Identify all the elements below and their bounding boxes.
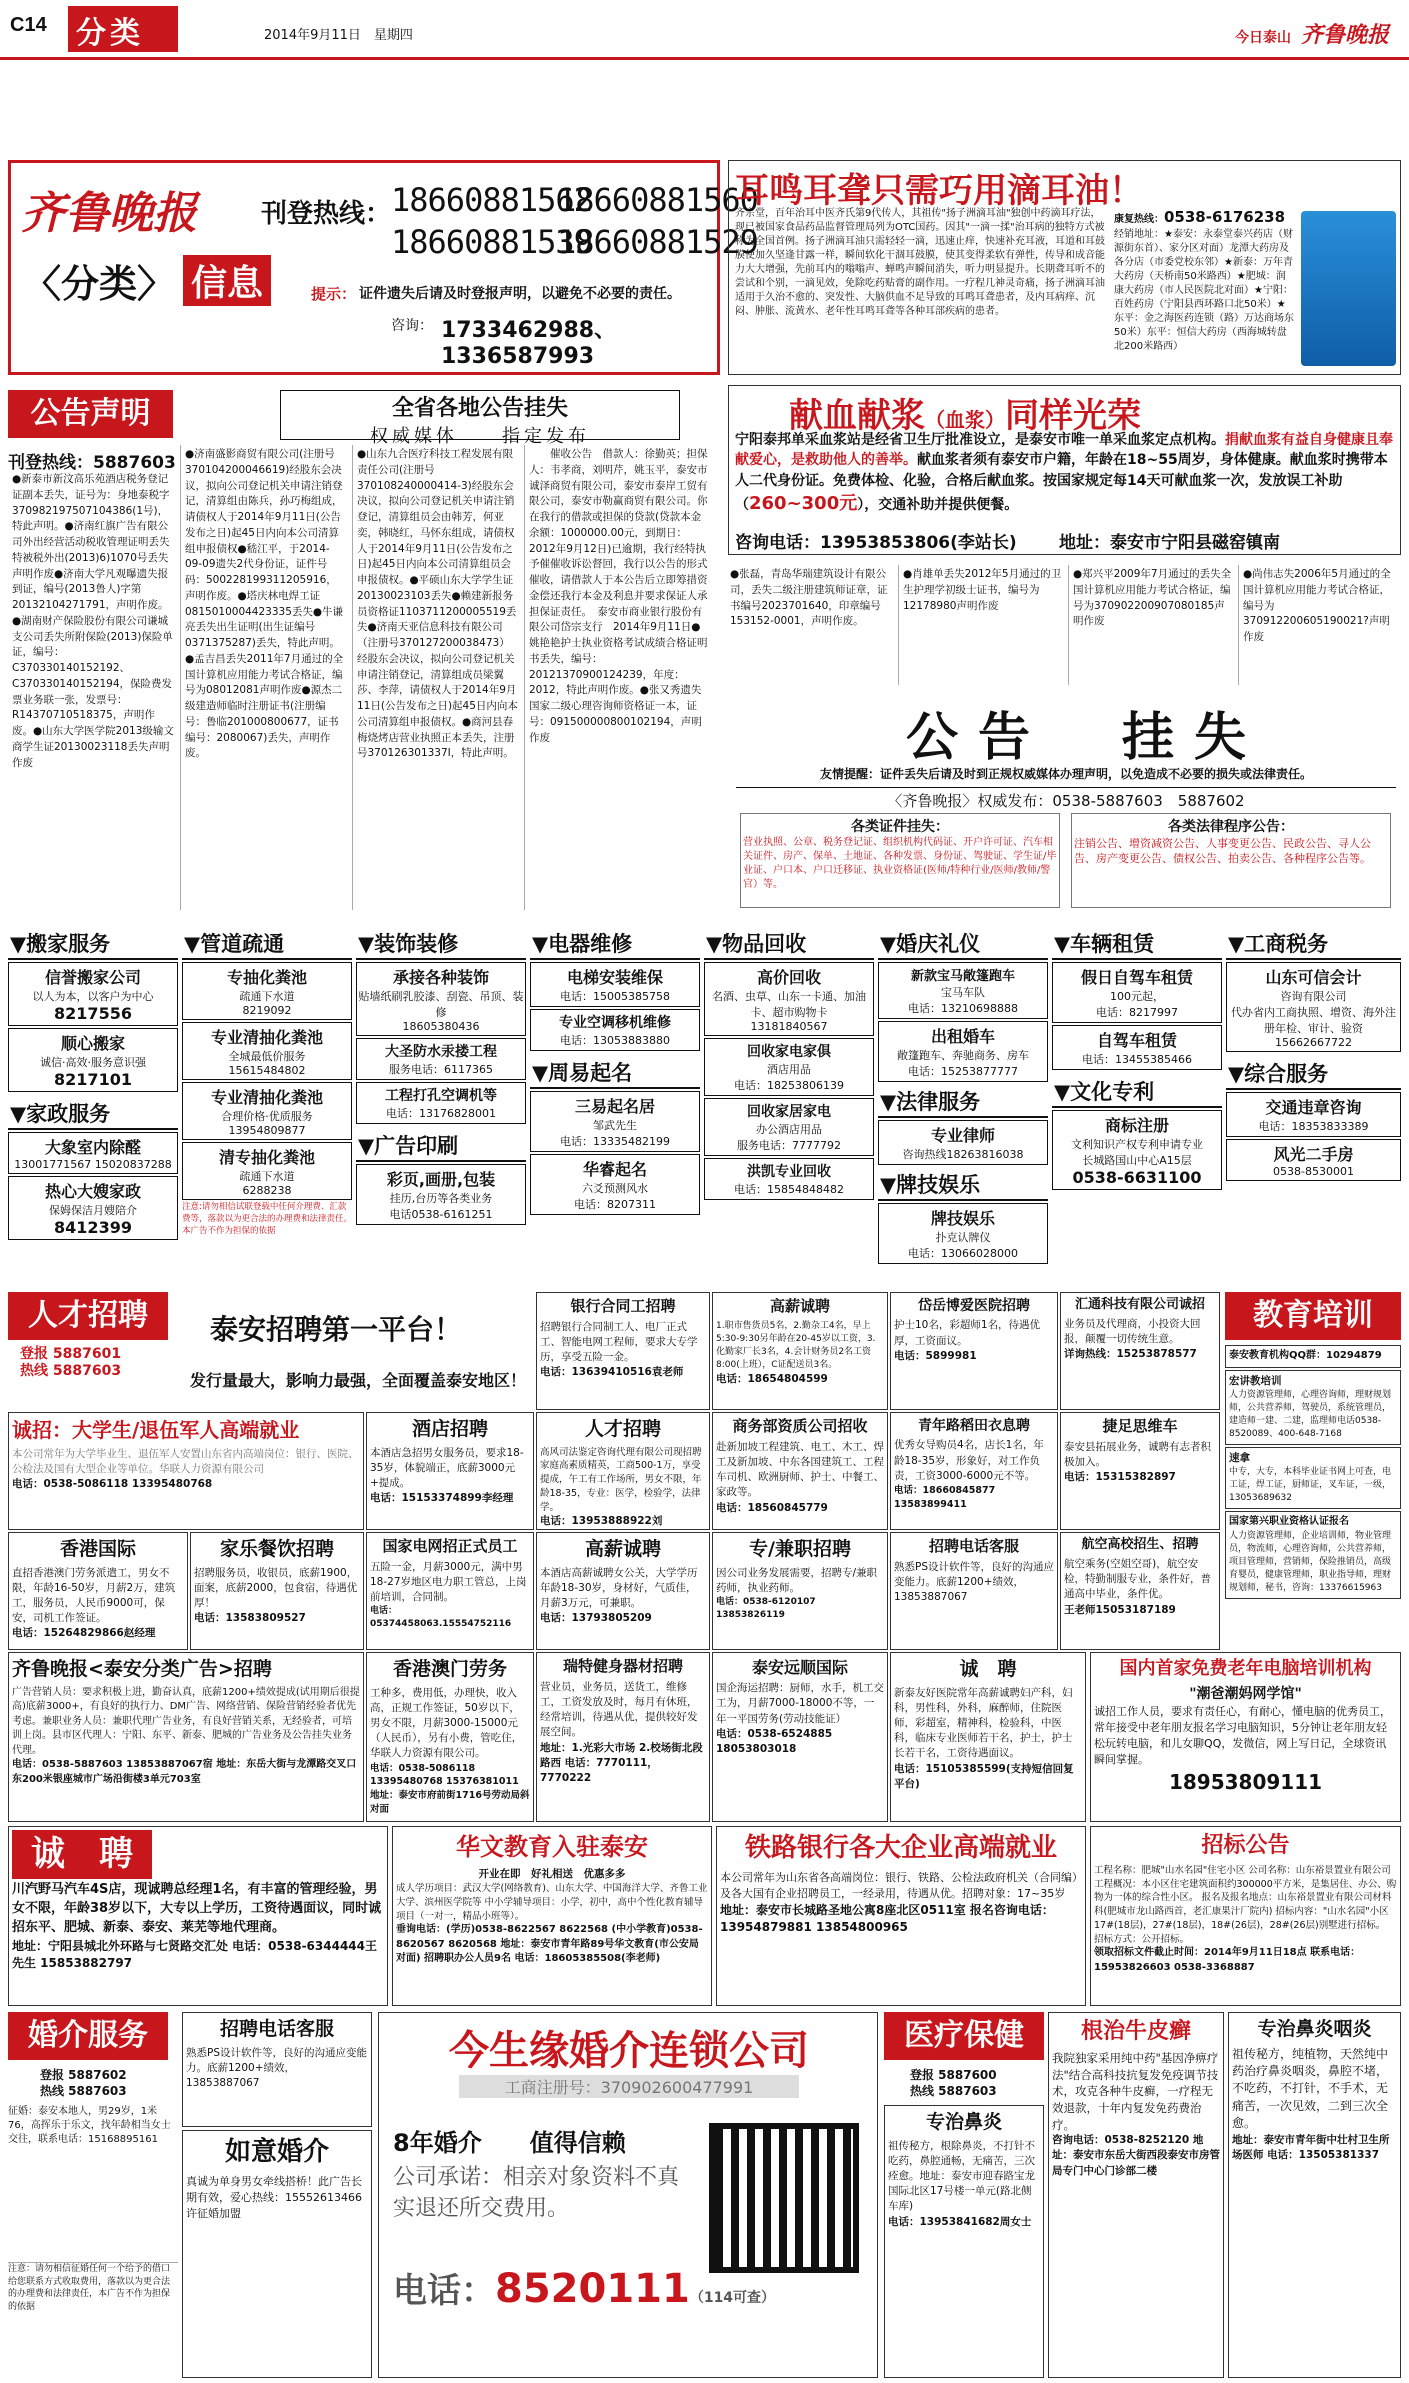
plasma-ad-body: 宁阳泰邦单采血浆站是经省卫生厅批准设立，是泰安市唯一单采血浆定点机构。捐献血浆有益自身健康且奉献爱心，是救助他人的善举。献血浆者须有泰安市户籍，年龄在18~55周岁，身体健康。献血浆时携带本人二代身份证。免费体检、化验，合格后献血浆。按国家规定每14天可献血浆一次，发放误工补助（260~300元），交通补助并提供便餐。 [735, 432, 1393, 514]
job-ad-jiezu: 捷足思维车 泰安县拓展业务，诚聘有志者积极加入。 电话：15315382897 [1060, 1412, 1220, 1530]
category-note: 注意:请勿相信试联登载中任何介理费、汇款费等，落款以为更合法的办理费和法律责任。本广告不作为担保的依据 [182, 1202, 353, 1236]
guashi-line: 〈齐鲁晚报〉权威发布：0538-5887603 5887602 [736, 787, 1396, 811]
plasma-ad-consult: 咨询电话：13953853806(李站长) [735, 533, 1017, 553]
job-ad-graduates: 诚招：大学生/退伍军人高端就业 本公司常年为大学毕业生、退伍军人安置山东省内高端岗位：银行、医院、公检法及国有大型企业等单位。华联人力资源有限公司 电话：0538-5086118 13395480768 [8, 1412, 364, 1530]
job-ad-car-dealer: 诚 聘 川汽野马汽车4S店，现诚聘总经理1名，有丰富的管理经验，男女不限，年龄38岁以下，大专以上学历，工资待遇面议，同时诚招东平、肥城、新泰、泰安、莱芜等地代理商。 地址：宁阳县城北外环路与七贤路交汇处 电话：0538-6344444王先生 15853882797 [8, 1826, 388, 2006]
qr-code-icon [709, 2123, 859, 2273]
job-ad-talent: 人才招聘 高风司法鉴定咨询代理有限公司现招聘家庭高素质精英，工商500-1万，享受提成，午工有工作场所，男女不限，年龄18-35，专业：医学，检验学，法律学。 电话：13953888922刘 [536, 1412, 710, 1530]
plasma-ad-title: 献血献浆（血浆）同样光荣 [789, 396, 1141, 436]
medical-hotlines: 登报 5887600 热线 5887603 [910, 2068, 997, 2098]
job-ad-aviation: 航空高校招生、招聘 航空乘务(空姐空哥)，航空安检，特勤制服专业，条件好，普通高中毕业，条件优。 王老师15053187189 [1060, 1532, 1220, 1650]
job-ad-clothing: 青年路稻田衣息聘 优秀女导购员4名，店长1名，年龄18-35岁，形象好，对工作负责，工资3000-6000元不等。 电话：18660845877 13583899411 [890, 1412, 1058, 1530]
jobs-section-title: 人才招聘 [8, 1292, 168, 1340]
guashi-right: 各类法律程序公告： 注销公告、增资减资公告、人事变更公告、民政公告、寻人公告、房产变更公告、债权公告、拍卖公告、各种程序公告等。 [1071, 813, 1391, 908]
ear-oil-ad [728, 160, 1401, 375]
medical-ad-psoriasis: 根治牛皮癣 我院独家采用纯中药"基因净痹疗法"结合高科技抗复发免疫调节技术，攻克各种牛皮癣，一疗程无效退款，十年内复发免药费治疗。 咨询电话：0538-8252120 地址：泰安市东岳大街西段泰安市房管局专门中心门诊部二楼 [1048, 2012, 1224, 2378]
job-ad-youhao-hospital: 诚 聘 新泰友好医院常年高薪诚聘妇产科，妇科，男性科，外科，麻醉师，住院医师，彩超室，精神科，检验科，中医科，临床专业医师若干名，护士，护士长若干名，工资待遇面议。 电话：15105385599(支持短信回复平台) [890, 1652, 1086, 1822]
job-ad-catering: 家乐餐饮招聘 招聘服务员，收银员，底薪1900，面案，底薪2000，包食宿，待遇优厚！ 电话：13583809527 [190, 1532, 364, 1650]
guashi-left: 各类证件挂失： 营业执照、公章、税务登记证、组织机构代码证、开户许可证、汽车相关证件、房产、保单、土地证、各种发票、身份证、驾驶证、学生证/毕业证、户口本、户口迁移证、执业资格证(医师/特种行业/医师/教师/警官）等。 [740, 813, 1060, 908]
category-moving: ▼搬家服务 信誉搬家公司 以人为本，以客户为中心 8217556 顺心搬家 诚信·高效·服务意识强 8217101 ▼家政服务 大象室内除醛 13001771567 15020837288 热心大嫂家政 保姆保洁月嫂陪介 8412399 [8, 928, 178, 1228]
mid-notice-1: ●张磊，青岛华瑞建筑设计有限公司，丢失二级注册建筑师证章，证书编号2023701640，印章编号153152-0001，声明作废。 [730, 568, 888, 628]
notice-col-3: ●山东九合医疗科技工程发展有限责任公司(注册号370108240000414-3)经股东会决议，拟向公司登记机关申请注销登记，清算组员会由韩芳，何亚奕，韩晓红，马怀东组成，请债权人于2014年9月11日(公告发布之日)起45日内向本公司清算组员会申报债权。●平硕山东大学学生证20130023103丢失●赖建新报务员资格证1103711200005519丢失●济南天亚信息科技有限公司（注册号370127200038473）经股东会决议，拟向公司登记机关申请注销登记，清算组成员梁翼莎、李萍，请债权人于2014年9月11日(公告发布之日)起45日内向本公司清算组申报债权。●商河县春梅烧烤店营业执照正本丢失，注册号370126301337I，特此声明。 [352, 445, 522, 910]
ad-box-tip-label: 提示： [311, 285, 357, 303]
notice-col-4: 催收公告 借款人：徐勤英；担保人：韦孝商，刘明芹，姚玉平，泰安市诚泽商贸有限公司，泰安市泰岸工贸有限公司，泰安市勒赢商贸有限公司。你在我行的借款或担保的贷款(贷款本金余额：1000000.00元，到期日：2012年9月12日)已逾期，我行经特执予催催收诉讼督回，我行以公告的形式催收，请借款人于本公告后立即筹措资金偿还我行本金及利息并要求保证人承担保证责任。 泰安市商业银行股份有限公司岱宗支行 2014年9月11日●姚艳艳护士执业资格考试成绩合格证明书丢失，编号：20121370900124239，年度：2012，特此声明作废。●张又秀遗失国家二级心理咨询师资格证一本，证号：091500000800102194，声明作废 [524, 445, 714, 910]
edu-section-title: 教育培训 [1225, 1292, 1401, 1340]
guashi-box [726, 695, 1401, 910]
medical-ad-rhinitis: 专治鼻炎 祖传秘方，根除鼻炎，不打针不吃药，鼻腔通畅，无痛苦，三次痊愈。地址：泰安市迎春路宝龙国际北区17号楼一单元(路北侧车库) 电话：13953841682周女士 [884, 2105, 1044, 2378]
mid-notice-2: ●肖雄单丢失2012年5月通过的卫生护理学初级士证书，编号为12178980声明作废 [898, 565, 1066, 685]
job-ad-pr: 高薪诚聘 本酒店高薪诚聘女公关，大学学历年龄18-30岁，身材好，气质佳，月薪3万元，可兼职。 电话：13793805209 [536, 1532, 710, 1650]
ad-box-phone-4: 18660881529 [557, 223, 758, 261]
ad-box-consult: 1733462988、1336587993 [441, 318, 617, 369]
marriage-promise-head: 8年婚介 值得信赖 [393, 2129, 626, 2157]
mid-notice-3: ●郑兴平2009年7月通过的丢失全国计算机应用能力考试合格证，编号为370902200907080185声明作废 [1068, 565, 1236, 685]
edu-column: 泰安教育机构QQ群：10294879 宏讲教培训 人力资源管理师，心理咨询师，理财规划师，公共营养师，驾驶员，系统管理员，建造师一建、二建，监理师电话0538-8520089、400-648-7168 速拿 中专，大专，本科毕业证书网上可查，电工证，焊工证，厨师证，叉车证，一级，13053689632 国家第兴职业资格认证报名 人力资源管理师，企业培训师，物业管理员，物流师，心理咨询师，公共营养师，项目管理师，营销师，保险推销员，高级育婴员，健康管理师，职业指导师，理财规划师，秘书，咨询：13376615963 [1225, 1345, 1401, 1650]
ad-box-consult-label: 咨询： [391, 318, 433, 334]
ad-box-hotline-label: 刊登热线： [261, 199, 392, 229]
ear-oil-product-image [1301, 211, 1396, 366]
marriage-personal-ad: 征婚：泰安本地人，男29岁，1米76，高挥乐于乐文，找年龄相当女士交往，联系电话：15168895161 [8, 2106, 171, 2145]
marriage-section-title: 婚介服务 [8, 2012, 168, 2060]
marriage-main-title: 今生缘婚介连锁公司 [449, 2028, 809, 2074]
job-ad-railway-bank: 铁路银行各大企业高端就业 本公司常年为山东省各高端岗位：银行、铁路、公检法政府机关（合同编）及各大国有企业招聘员工，一经录用，待遇从优。招聘对象：17~35岁 地址：泰安市长城路圣地公寓8座北区0511室 报名咨询电话：13954879881 13854800965 [716, 1826, 1086, 2006]
marriage-ad-phone-service: 招聘电话客服 熟悉PS设计软件等，良好的沟通应变能力。底薪1200+绩效，13853887067 [182, 2012, 372, 2127]
job-ad-state-grid: 国家电网招正式员工 五险一金，月薪3000元，满中男18-27岁地区电力职工管总，上岗前培训，合同制。 电话：05374458063.15554752116 [366, 1532, 534, 1650]
job-ad-bank: 银行合同工招聘 招聘银行合同制工人、电厂正式工、智能电网工程师，要求大专学历，享受五险一金。 电话：13639410516袁老师 [536, 1292, 710, 1410]
jobs-slogan: 泰安招聘第一平台！ [210, 1313, 463, 1346]
notice-col-1: ●新泰市新汶高乐苑酒店税务登记证副本丢失，证号为：身地泰税字370982197507104386(1号)，特此声明。●济南红旗广告有限公司外出经营活动税收管理证明丢失特被税外出(2013)6)1070号丢失声明作废●济南大学凡观曝遗失报到证，编号(2013鲁人)字第20132104271791，声明作废。●湖南财产保险股份有限公司谦城支公司丢失所附保险(2013)保险单证，编号：C370330140152192、C370330140152194，保险费发票业务联一张，发票号：R14370710518375，声明作废。●山东大学医学院2013级输文商学生证20130023118丢失声明作废 [12, 473, 174, 769]
ad-box-phone-3: 18660881539 [391, 223, 592, 261]
job-ad-tender: 招标公告 工程名称：肥城"山水名园"住宅小区 公司名称：山东裕景置业有限公司 工程概况：本小区住宅建筑面积约300000平方米，是集居住、办公、购物为一体的综合性小区。 报名及报名地点：山东裕景置业有限公司材料科(肥城市龙山路西首，老汇康果汁厂院内) 招标内容："山水名园"小区17#(18层)，27#(18层)，18#(26层)，28#(26层)别墅进行招标。 招标方式：公开招标。 领取招标文件截止时间：2014年9月11日18点 联系电话：15953826603 0538-3368887 [1090, 1826, 1401, 2006]
ad-box-phone-2: 18660881560 [557, 181, 758, 219]
job-ad-pharmacist: 专/兼职招聘 因公司业务发展需要，招聘专/兼职药师，执业药师。 电话：0538-6120107 13853826119 [712, 1532, 888, 1650]
medical-section-title: 医疗保健 [884, 2012, 1044, 2060]
job-ad-phone-service: 招聘电话客服 熟悉PS设计软件等，良好的沟通应变能力。底薪1200+绩效，13853887067 [890, 1532, 1058, 1650]
marriage-main-ad [378, 2012, 878, 2378]
notice-section-title: 公告声明 [8, 390, 173, 438]
ear-ad-dealers: 康复热线：0538-6176238 经销地址：★泰安：永泰堂泰兴药店（财源街东首）、家分区对面）龙潭大药房及各分店（市委党校东邻）★新泰：万年青大药房（天桥南50米路西）★肥城：润康大药房（市人民医院北对面）★宁阳：百姓药房（宁阳县西环路口北50米）★东平：金之海医药连锁（路）万达商场东50米）东平：恒信大药房（西海城转盘北200米路西） [1114, 208, 1294, 352]
marriage-reg: 工商注册号：370902600477991 [459, 2075, 799, 2098]
marriage-hotlines: 登报 5887602 热线 5887603 [40, 2068, 127, 2098]
ad-box-sub1: 〈分类〉 [23, 262, 176, 306]
job-ad-fitness: 瑞特健身器材招聘 营业员，业务员，送货工，维修工，工资发放及时，每月有休班，经常培训，待遇从优，提供较好发展空间。 地址：1.光彩大市场 2.校场街北段路西 电话：7770111，7770222 [536, 1652, 710, 1822]
jobs-hotlines: 登报 5887601 热线 5887603 [20, 1346, 122, 1379]
job-ad-hk-macau: 香港澳门劳务 工种多，费用低，办理快，收入高，正规工作签证，50岁以下，男女不限，月薪3000-15000元（人民币），另有小费，管吃住，华联人力资源有限公司。 电话：0538-5086118 13395480768 15376381011 地址：泰安市府前街1716号劳动局斜对面 [366, 1652, 534, 1822]
job-ad-hospital: 岱岳博爱医院招聘 护士10名，彩超师1名，待遇优厚，工资面议。 电话：5899981 [890, 1292, 1058, 1410]
mid-notice-4: ●尚伟志失2006年5月通过的全国计算机应用能力考试合格证，编号为370912200605190021?声明作废 [1238, 565, 1403, 685]
ear-ad-title: 耳鸣耳聋只需巧用滴耳油！ [735, 171, 1143, 211]
notice-col-2: ●济南盛影商贸有限公司(注册号370104200046619)经股东会决议，拟向公司登记机关申请注销登记，清算组由陈兵，孙巧梅组成，请债权人于2014年9月11日(公告发布之日)起45日内向本公司清算组申报债权●嵇江平，于2014-09-09遗失2代身份证，证件号码：500228199311205916，声明作废。●塔庆林电焊工证0815010004423335丢失●牛谦亮丢失出生证明(出生证编号0371375287)丢失，特此声明。●孟吉昌丢失2011年7月通过的全国计算机应用能力考试合格证，编号为08012081声明作废●源杰二级建造师临时注册证书(注册编号：鲁临201000800677，证书编号：2080067)丢失，声明作废。 [180, 445, 350, 910]
ear-ad-body: 齐宗堂，百年治耳中医齐氏第9代传人，其祖传"扬子洲滴耳油"独创中药滴耳疗法，现已被国家食品药品监督管理局列为OTC国药。因其"一滴一揉"治耳病的独特方式被称为全国首例。扬子洲滴耳油只需轻轻一滴，迅速止痒，快速补充耳液，耳道和耳鼓膜使加久坚逢甘露一样，瞬间软化干涸耳鼓膜，使其变得柔软有弹性，传导和成音能力大大增强，先前耳内的嗡嗡声、蝉鸣声瞬间消失，听力明显提升。长期聋耳听不的尝试和个别，一滴见效，免除吃药贴膏的副作用。一疗程几神灵奇痛，扬子洲滴耳油适用于久治不愈的、突发性、大脑供血不足导致的耳鸣耳聋患者，及内耳病痒、沉闷、肿胀、流黄水、老年性耳鸣耳聋等各种耳部疾病的患者。 [735, 208, 1105, 317]
plasma-donation-ad [728, 385, 1401, 555]
marriage-note: 注意：请勿相信征婚任何一个给予的借口给您联系方式收取费用，落款以为更合法的办理费和法律责任，本广告不作为担保的依据 [8, 2262, 178, 2377]
job-ad-elderly-computer: 国内首家免费老年电脑培训机构 "潮爸潮妈网学馆" 诚招工作人员，要求有责任心，有耐心，懂电脑的优秀员工，常年接受中老年朋友报名学习电脑知识，5分钟让老年朋友轻松玩转电脑，和儿女聊QQ，发微信，网上写日记，全球资讯瞬间掌握。 18953809111 [1090, 1652, 1401, 1822]
ad-box-logo: 齐鲁晚报 [21, 188, 197, 239]
category-car-rental: ▼车辆租赁 假日自驾车租赁 100元起， 电话：8217997 自驾车租赁 电话：13455385466 ▼文化专利 商标注册 文利知识产权专利申请专业 长城路国山中心A15层 0538-6631100 [1052, 928, 1222, 1228]
job-ad-high-salary: 高薪诚聘 1.职市售货员5名，2.勤杂工4名，早上5:30-9:30另年龄在20-45岁以工资，3.化勤家厂长3名，4.会计财务员2名工资8:00(上班），C证配送员3名。 电话：18654804599 [712, 1292, 888, 1410]
marriage-tel: 电话：8520111（114可查） [393, 2266, 776, 2312]
category-business-tax: ▼工商税务 山东可信会计 咨询有限公司 代办省内工商执照、增资、海外注册年检、审计、验资15662667722 ▼综合服务 交通违章咨询 电话：18353833389 风光二手房 0538-8530001 [1226, 928, 1401, 1228]
issue-date: 2014年9月11日 星期四 [264, 28, 413, 43]
page-header [0, 0, 1409, 60]
ad-box-tip: 证件遗失后请及时登报声明，以避免不必要的责任。 [359, 286, 681, 302]
job-ad-huawen-edu: 华文教育入驻泰安 开业在即 好礼相送 优惠多多 成人学历项目：武汉大学(网络教育)、山东大学、中国海洋大学、齐鲁工业大学、滨州医学院等 中小学辅导项目：小学，初中，高中个性化教育辅导项目（一对一，精品小班等）。 垂询电话：(学历)0538-8622567 8622568 (中小学教育)0538-8620567 8620568 地址：泰安市青年路89号华文教育(市公安局对面) 招聘职办公人员9名 电话：18605385508(李老师) [392, 1826, 712, 2006]
guashi-note: 友情提醒：证件丢失后请及时到正规权威媒体办理声明，以免造成不必要的损失或法律责任。 [819, 767, 1312, 781]
job-ad-hongkong: 香港国际 直招香港澳门劳务派遣工，男女不限，年龄16-50岁，月薪2万，建筑工，服务员，人民币9000可，保安，司机工作签证。 电话：15264829866赵经理 [8, 1532, 188, 1650]
notice-hotline: 刊登热线：5887603 [8, 453, 176, 473]
category-electric: ▼电器维修 电梯安装维保 电话：15005385758 专业空调移机维修 电话：13053883880 ▼周易起名 三易起名居 邹武先生 电话：13335482199 华睿起名 六爻预测风水 电话：8207311 [530, 928, 700, 1228]
notice-banner: 全省各地公告挂失 权威媒体 指定发布 [280, 390, 680, 440]
section-tab: 分类 [68, 6, 178, 52]
job-ad-qilu-sales: 齐鲁晚报<泰安分类广告>招聘 广告营销人员：要求积极上进，勤奋认真，底薪1200+绩效提成(试用期后很提高)底薪3000+，有良好的执行力、DM广告、网络营销、保险营销经验者优先考虑。兼职业务人员：兼职代理广告业务，有良好营销关系，无经验者，可培训上岗。县市区代理人：宁阳、东平、新泰、肥城的广告业务及公告挂失业务代理。 电话：0538-5887603 13853887067宿 地址：东岳大街与龙潭路交叉口东200米银座城市广场沿街楼3单元703室 [8, 1652, 364, 1822]
category-decor: ▼装饰装修 承接各种装饰 贴墙纸刷乳胶漆、刮瓷、吊顶、装修 18605380436 大圣防水汞搂工程 服务电话：6117365 工程打孔空调机等 电话：13176828001 ▼广告印刷 彩页,画册,包装 挂历,台历等各类业务 电话0538-6161251 [356, 928, 526, 1228]
marriage-ad-ruyi: 如意婚介 真诚为单身男女牵线搭桥！此广告长期有效，爱心热线：15552613466许征婚加盟 [182, 2130, 372, 2378]
classified-ad-box [8, 160, 758, 375]
category-recycle: ▼物品回收 高价回收 名酒、虫草、山东一卡通、加油卡、超市购物卡 13181840567 回收家电家俱 酒店用品 电话：18253806139 回收家居家电 办公酒店用品 服务电话：7777792 洪凯专业回收 电话：15854848482 [704, 928, 874, 1228]
job-ad-huitong: 汇通科技有限公司诚招 业务员及代理商，小投资大回报，颠覆一切传统生意。 详询热线：15253878577 [1060, 1292, 1220, 1410]
plasma-ad-addr: 地址：泰安市宁阳县磁窑镇南 [1059, 533, 1280, 553]
category-pipes: ▼管道疏通 专抽化粪池 疏通下水道 8219092 专业清抽化粪池 全城最低价服务 15615484802 专业清抽化粪池 合理价格·优质服务 13954809877 清专抽化粪池 疏通下水道 6288238 注意:请勿相信试联登载中任何介理费、汇款费等，落款以为更合法的办理费和法律责任。本广告不作为担保的依据 [182, 928, 352, 1228]
brand-title: 今日泰山 齐鲁晚报 [1234, 23, 1389, 48]
ad-box-sub2: 信息 [183, 255, 271, 306]
job-ad-commerce: 商务部资质公司招收 赴新加坡工程建筑、电工、木工、焊工及新加坡、中东各国建筑工、工程车司机、欧洲厨师、护士、中餐工、家政等。 电话：18560845779 [712, 1412, 888, 1530]
medical-ad-pharyngitis: 专治鼻炎咽炎 祖传秘方，纯植物，天然纯中药治疗鼻炎咽炎，鼻腔不堵，不吃药，不打针，不手术，无痛苦，一次见效，二到三次全愈。 地址：泰安市青年街中壮村卫生所场医师 电话：13505381337 [1228, 2012, 1401, 2378]
page-number: C14 [10, 14, 47, 36]
category-wedding: ▼婚庆礼仪 新款宝马敞篷跑车 宝马车队 电话：13210698888 出租婚车 敞篷跑车、奔驰商务、房车 电话：15253877777 ▼法律服务 专业律师 咨询热线18263816038 ▼牌技娱乐 牌技娱乐 扑克认牌仪 电话：13066028000 [878, 928, 1048, 1228]
guashi-title: 公告 挂失 [906, 708, 1267, 768]
ad-box-phone-1: 18660881562 [391, 181, 592, 219]
marriage-promise: 公司承诺：相亲对象资料不真实退还所交费用。 [393, 2165, 680, 2221]
jobs-sub: 发行量最大，影响力最强，全面覆盖泰安地区！ [190, 1371, 527, 1390]
job-ad-yuanshun: 泰安远顺国际 国企海运招聘：厨师，水手，机工交工为，月薪7000-18000不等，一年一平国劳务(劳动技能证） 电话：0538-6524885 18053803018 [712, 1652, 888, 1822]
job-ad-hotel: 酒店招聘 本酒店急招男女服务员，要求18-35岁，体貌端正，底薪3000元+提成。 电话：15153374899李经理 [366, 1412, 534, 1530]
